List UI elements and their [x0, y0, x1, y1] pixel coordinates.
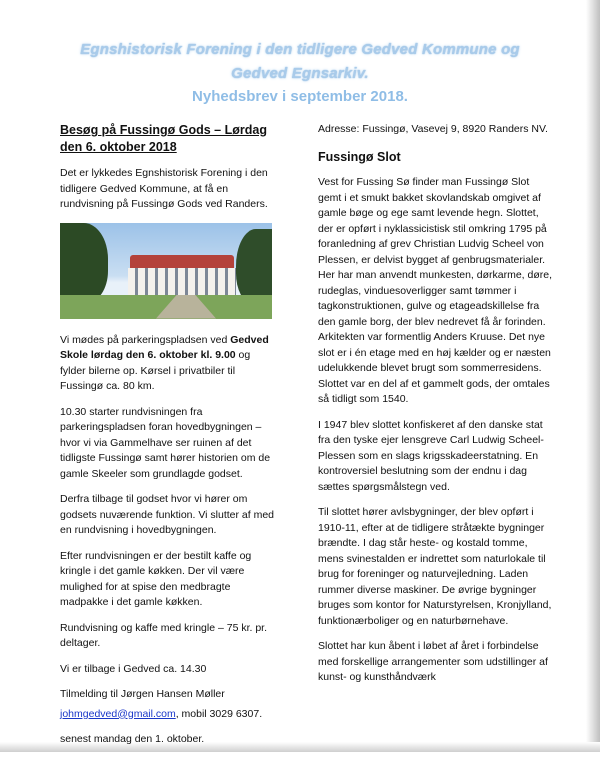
newsletter-header	[40, 38, 560, 108]
photo-tree-right	[236, 229, 272, 303]
contact-paragraph	[60, 707, 278, 723]
history-paragraph-4: Slottet har kun åbent i løbet af året i forbindelse med forskellige arrangementer som udstillinger af kunst- og kunsthåndværk	[318, 640, 548, 683]
signup-text: Tilmelding til Jørgen Hansen Møller	[60, 688, 225, 700]
meeting-text-post: og fylder bilerne op. Kørsel i privatbiler til Fussingø ca. 80 km.	[60, 349, 251, 392]
header-title-line2: Gedved Egnsarkiv.	[231, 65, 369, 82]
history-paragraph-1: Vest for Fussing Sø finder man Fussingø Slot gemt i et smukt bakket skovlandskab omgivet af gamle bøge og ege samt levende hegn. Slottet, der er opført i nyklassicistisk stil omkring 1795 på foranledning af grev Christian Ludvig Scheel von Plessen, er delvist bygget af genbrugsmaterialer. Her har man anvendt munkesten, dørkarme, døre, rudeglas, vinduesoverligger samt tømmer i tagkonstruktionen, gulve og etageadskillelse fra den gamle borg, der blev nedrevet få år forinden. Arkitekten var formentlig Anders Kruuse. Det nye slot er i én etage med en høj kælder og er næsten udelukkende blevet brugt som sommerresidens. Slottet var en del af et gammelt gods, der omtales så tidligt som 1540.	[318, 176, 553, 405]
section-title-fussingo-slot: Fussingø Slot	[318, 149, 401, 164]
deadline-paragraph: senest mandag den 1. oktober.	[60, 733, 205, 745]
phone-text: , mobil 3029 6307.	[175, 707, 263, 720]
coffee-paragraph: Efter rundvisningen er der bestilt kaffe og kringle i det gamle køkken. Der vil være mulighed for at spise den medbragte madpakke i det gamle køkken.	[60, 549, 252, 608]
right-column	[318, 122, 552, 696]
photo-tree-left	[60, 223, 108, 303]
header-title-line3: Nyhedsbrev i september 2018.	[192, 88, 408, 105]
signup-paragraph	[60, 687, 278, 703]
page-edge-shadow	[586, 0, 600, 752]
header-title-line1: Egnshistorisk Forening i den tidligere Gedved Kommune og	[80, 41, 520, 58]
photo-manor-facade	[128, 268, 236, 296]
email-link[interactable]: johmgedved@gmail.com	[60, 707, 176, 720]
fussingo-manor-photo	[60, 223, 272, 319]
history-paragraph-2: I 1947 blev slottet konfiskeret af den danske stat fra den tyske ejer lensgreve Carl Ludwig Scheel-Plessen som en slags krigsskadeerstatning. En kontroversiel beslutning som der endnu i dag sættes spørgsmålstegn ved.	[318, 418, 544, 493]
intro-paragraph: Det er lykkedes Egnshistorisk Forening i den tidligere Gedved Kommune, at få en rundvisning på Fussingø Gods ved Randers.	[60, 167, 268, 210]
tour-return-paragraph: Derfra tilbage til godset hvor vi hører om godsets nuværende funktion. Vi slutter af med en rundvisning i hovedbygningen.	[60, 493, 275, 536]
left-column	[60, 122, 278, 758]
tour-start-paragraph: 10.30 starter rundvisningen fra parkeringspladsen foran hovedbygningen – hvor vi via Gammelhave ser ruinen af det tidligste Fussingø samt hører historien om de gamle Skeeler som grundlagde godset.	[60, 405, 271, 480]
photo-manor-roof	[130, 255, 234, 269]
price-paragraph: Rundvisning og kaffe med kringle – 75 kr. pr. deltager.	[60, 621, 268, 649]
address-paragraph: Adresse: Fussingø, Vasevej 9, 8920 Randers NV.	[318, 123, 548, 135]
meeting-paragraph	[60, 333, 278, 395]
history-paragraph-3: Til slottet hører avlsbygninger, der blev opført i 1910-11, efter at de tidligere stråtækte bygninger brændte. I dag står heste- og kostald tomme, mens svinestalden er indrettet som naturlokale til brug for foreninger og naturvejledning. Laden rummer diverse maskiner. De øvrige bygninger bruges som kontor for Naturstyrelsen, Kronjylland, funktionærboliger og en naturbørnehave.	[318, 506, 552, 627]
return-time-paragraph: Vi er tilbage i Gedved ca. 14.30	[60, 662, 207, 675]
meeting-text-pre: Vi mødes på parkeringspladsen ved	[60, 333, 231, 346]
article-title: Besøg på Fussingø Gods – Lørdag den 6. oktober 2018	[60, 123, 267, 154]
meeting-time-bold: Gedved Skole lørdag den 6. oktober kl. 9.00	[60, 333, 269, 361]
